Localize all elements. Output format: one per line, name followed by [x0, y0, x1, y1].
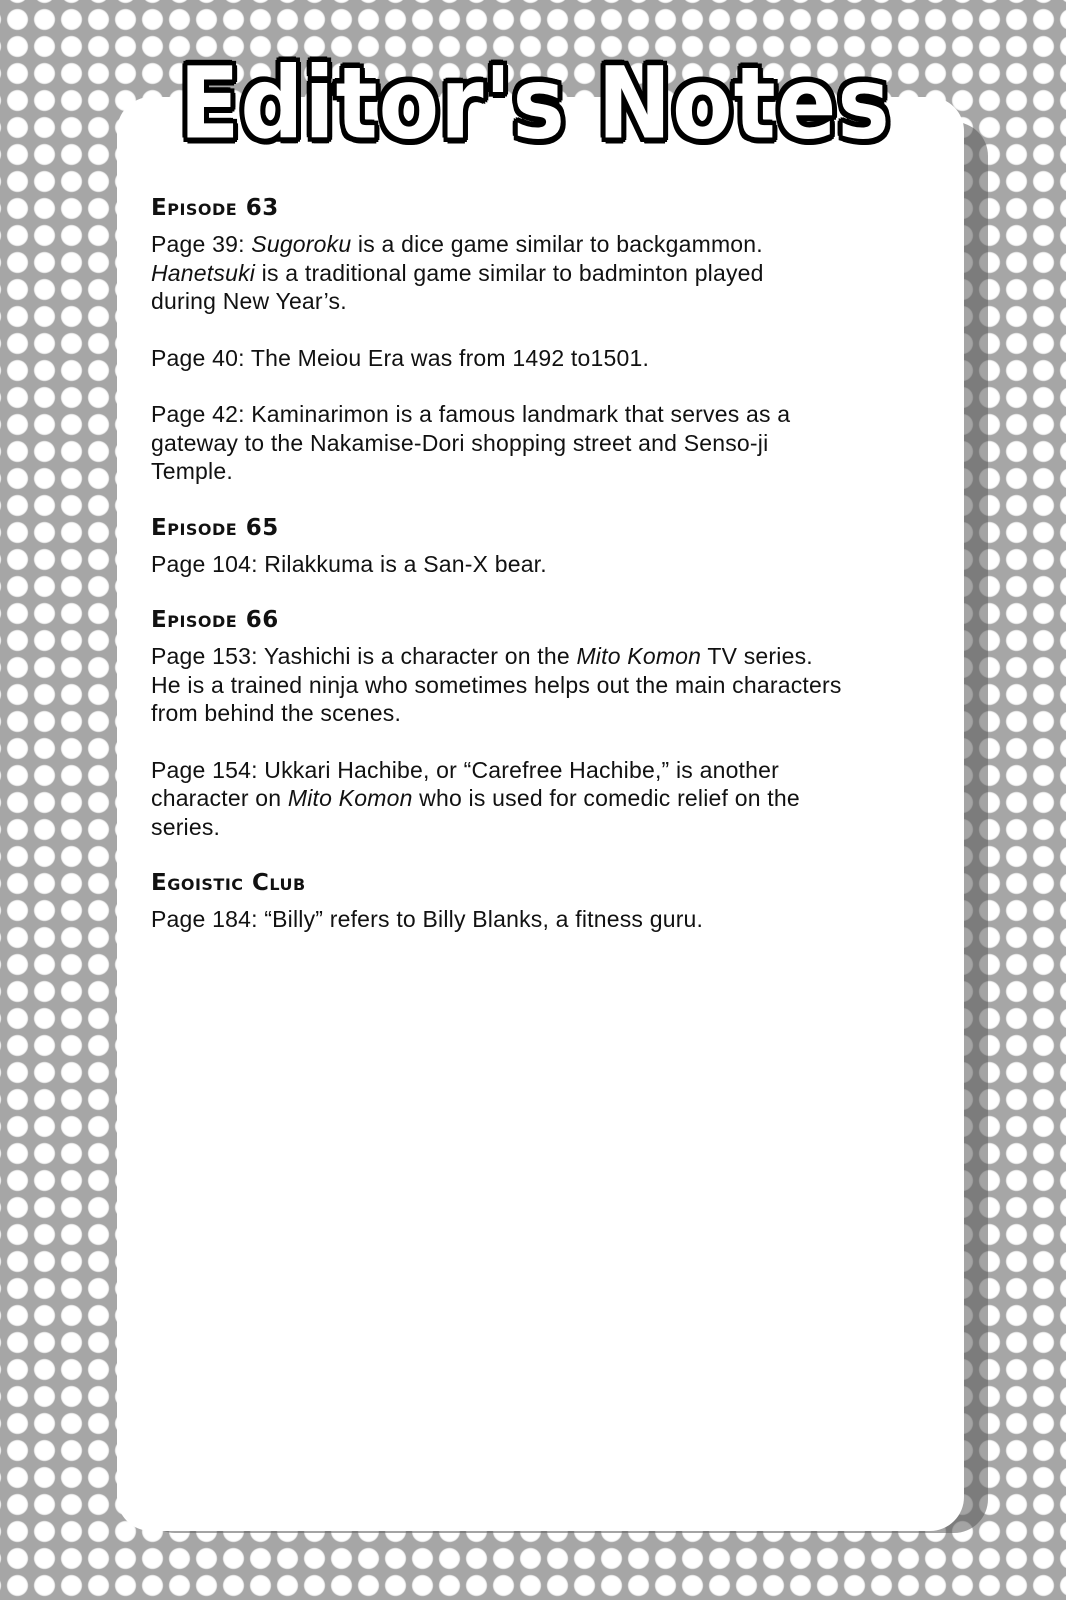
section-heading: Episode 66: [151, 607, 279, 633]
italic-title: Sugoroku: [251, 231, 352, 257]
section-heading: Episode 63: [151, 195, 279, 221]
note-line: [151, 287, 941, 316]
note-line: [151, 784, 941, 813]
italic-title: Mito Komon: [287, 785, 413, 811]
note-text: gateway to the Nakamise-Dori shopping street and Senso-ji: [151, 429, 769, 456]
episode-section: [151, 190, 941, 486]
notes-content: [151, 190, 941, 958]
episode-section: [151, 602, 941, 841]
note-line: [151, 457, 941, 486]
note-line: [151, 813, 941, 842]
page-title: Editor's Notes: [179, 45, 891, 162]
episode-section: [151, 865, 941, 934]
note-line: [151, 230, 941, 259]
note-text: He is a trained ninja who sometimes helps out the main characters: [151, 671, 842, 698]
italic-title: Mito Komon: [576, 643, 702, 669]
section-heading: Egoistic Club: [151, 870, 306, 896]
note-line: [151, 259, 941, 288]
note-line: [151, 344, 941, 373]
episode-section: [151, 510, 941, 579]
note-paragraph: [151, 230, 941, 316]
note-text: series.: [151, 813, 221, 840]
note-text: Page 153: Yashichi is a character on the: [151, 643, 577, 669]
note-text: who is used for comedic relief on the: [412, 785, 800, 811]
note-paragraph: [151, 550, 941, 579]
note-text: is a dice game similar to backgammon.: [351, 231, 763, 257]
note-text: Page 42: Kaminarimon is a famous landmark that serves as a: [151, 401, 791, 427]
note-text: Temple.: [151, 458, 233, 484]
note-text: character on: [151, 785, 288, 811]
section-heading: Episode 65: [151, 514, 279, 541]
note-text: from behind the scenes.: [151, 700, 402, 726]
note-paragraph: [151, 642, 941, 728]
note-line: [151, 400, 941, 429]
note-line: [151, 642, 941, 671]
note-text: Page 104: Rilakkuma is a San-X bear.: [151, 550, 547, 577]
note-text: Page 154: Ukkari Hachibe, or “Carefree Hachibe,” is another: [151, 756, 779, 783]
note-paragraph: [151, 756, 941, 842]
note-line: [151, 905, 941, 934]
note-paragraph: [151, 400, 941, 486]
note-paragraph: [151, 344, 941, 373]
note-line: [151, 550, 941, 579]
note-text: during New Year’s.: [151, 288, 347, 314]
note-text: Page 184: “Billy” refers to Billy Blanks, a fitness guru.: [151, 906, 704, 932]
note-text: Page 40: The Meiou Era was from 1492 to1501.: [151, 344, 650, 371]
note-line: [151, 756, 941, 785]
note-paragraph: [151, 905, 941, 934]
note-text: Page 39:: [151, 231, 252, 257]
note-line: [151, 671, 941, 700]
italic-title: Hanetsuki: [151, 259, 256, 286]
note-line: [151, 699, 941, 728]
note-text: TV series.: [701, 643, 813, 669]
note-line: [151, 429, 941, 458]
note-text: is a traditional game similar to badminton played: [255, 259, 764, 286]
